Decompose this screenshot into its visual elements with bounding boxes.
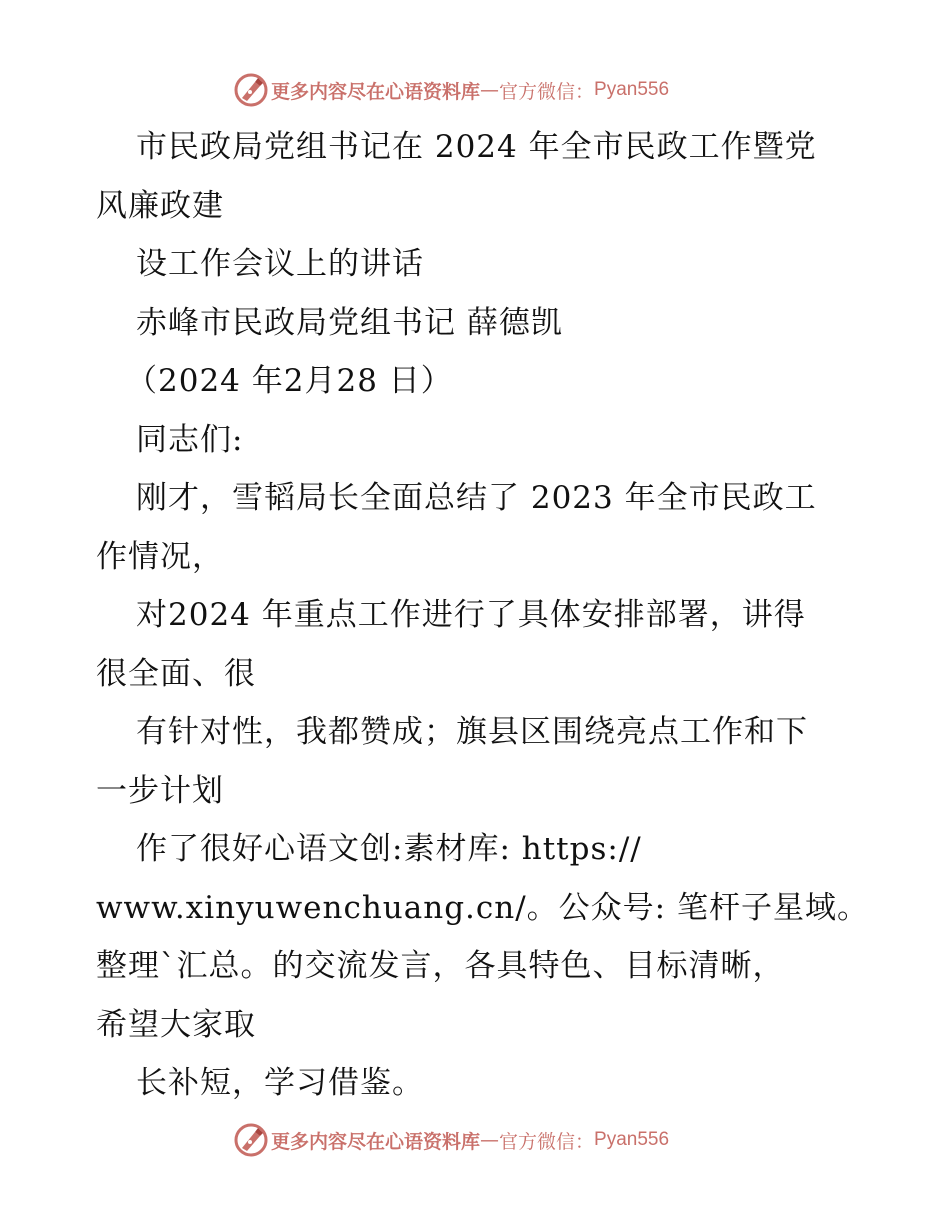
- title-line-1: 市民政局党组书记在 2024 年全市民政工作暨党: [136, 129, 817, 165]
- paragraph-line: 整理`汇总。的交流发言，各具特色、目标清晰，: [96, 948, 785, 984]
- paragraph-line: 刚才，雪韬局长全面总结了 2023 年全市民政工: [136, 480, 817, 516]
- banner-text: 更多内容尽在心语资料库: [271, 80, 481, 103]
- paragraph-line: 作了很好心语文创:素材库: https://: [136, 831, 642, 867]
- banner-wechat-label: 官方微信：: [499, 80, 595, 103]
- date-line: （2024 年2月28 日）: [126, 363, 453, 399]
- title-line-2: 风廉政建: [96, 187, 224, 224]
- banner-separator: —: [480, 1129, 500, 1151]
- paragraph-line: 很全面、很: [96, 655, 256, 692]
- banner-wechat-id: Pyan556: [594, 79, 670, 100]
- salutation-line: 同志们:: [136, 421, 244, 458]
- banner-wechat-label: 官方微信：: [499, 1130, 595, 1153]
- banner-wechat-id: Pyan556: [594, 1129, 670, 1150]
- paragraph-line: 作情况，: [96, 538, 224, 575]
- paragraph-line: 对2024 年重点工作进行了具体安排部署，讲得: [136, 597, 806, 633]
- document-body: [96, 118, 869, 1113]
- banner-separator: —: [480, 79, 500, 101]
- pen-nib-logo-icon: [233, 1122, 269, 1158]
- author-line: 赤峰市民政局党组书记 薛德凯: [136, 304, 563, 341]
- paragraph-line: 长补短，学习借鉴。: [136, 1065, 424, 1101]
- footer-watermark-banner: [233, 1120, 713, 1160]
- pen-nib-logo-icon: [233, 72, 269, 108]
- paragraph-line: www.xinyuwenchuang.cn/。公众号: 笔杆子星域。: [96, 889, 869, 926]
- header-watermark-banner: [233, 70, 713, 110]
- banner-text: 更多内容尽在心语资料库: [271, 1130, 481, 1153]
- paragraph-line: 一步计划: [96, 772, 224, 809]
- paragraph-line: 希望大家取: [96, 1006, 256, 1043]
- title-line-3: 设工作会议上的讲话: [136, 246, 424, 282]
- paragraph-line: 有针对性，我都赞成；旗县区围绕亮点工作和下: [136, 714, 808, 750]
